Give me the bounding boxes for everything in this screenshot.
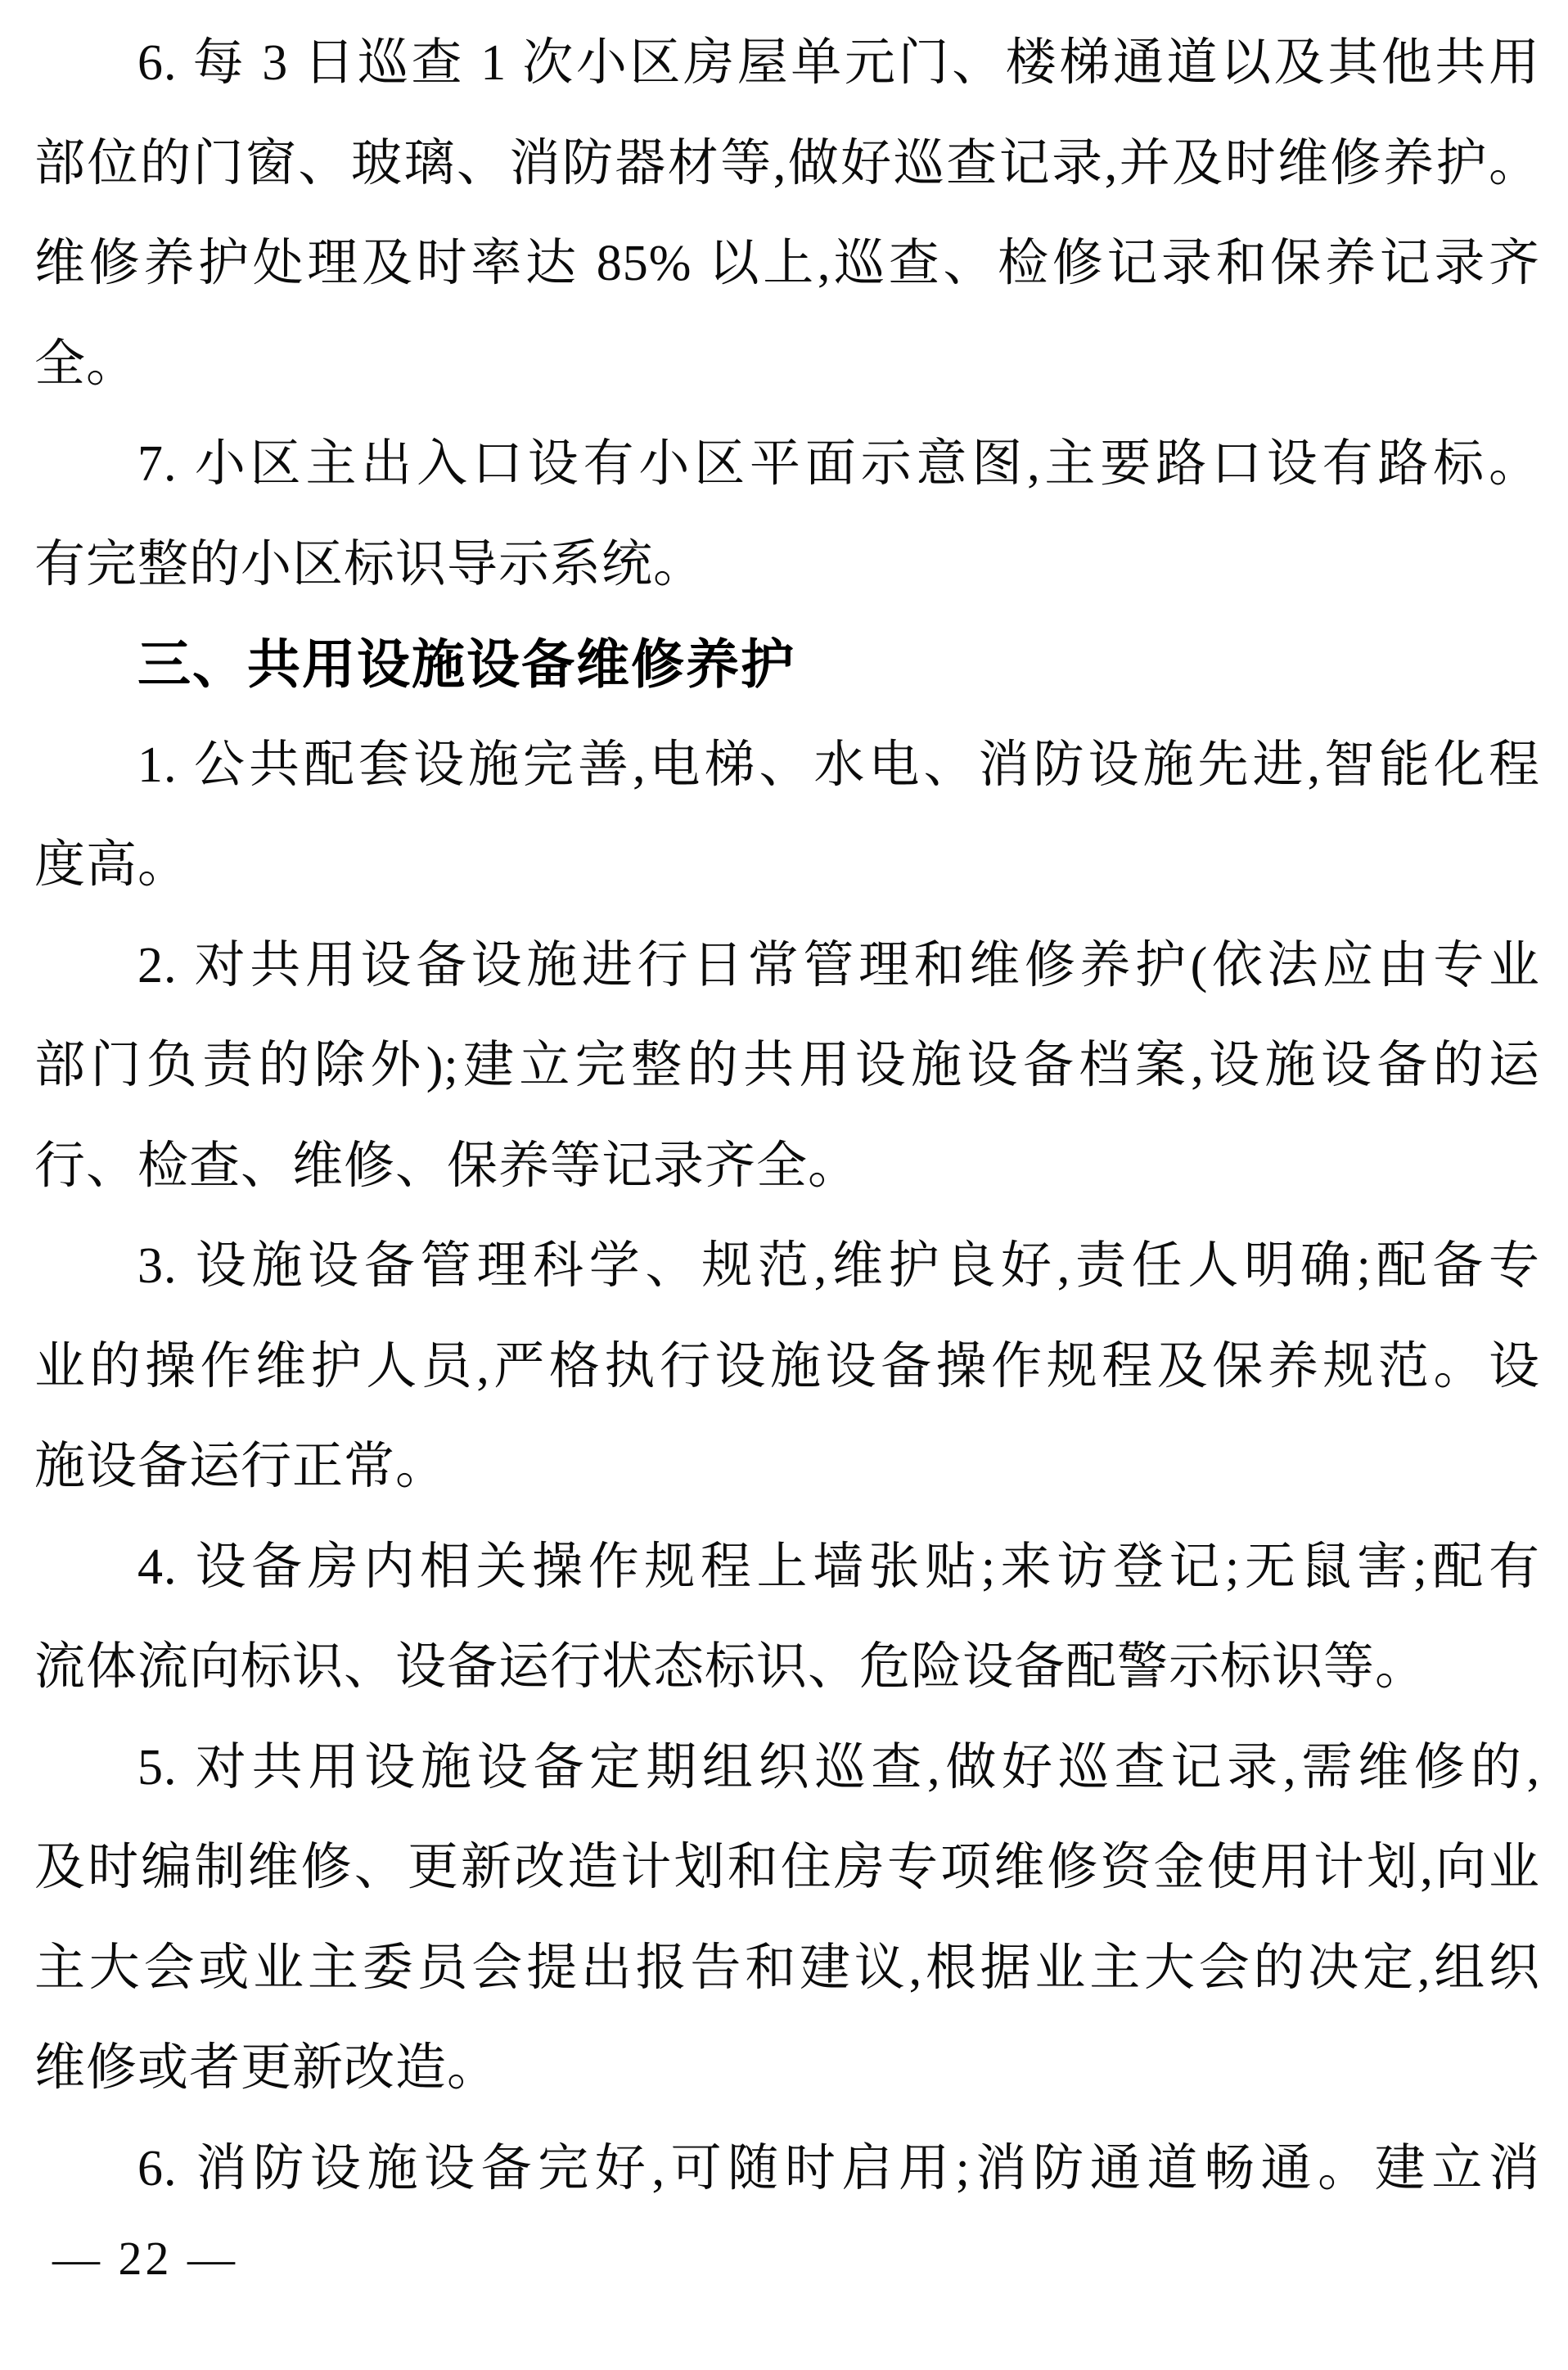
page-number: — 22 — — [52, 2232, 238, 2285]
text-line: 6. 消防设施设备完好,可随时启用;消防通道畅通。建立消 — [137, 2140, 1540, 2197]
text-line: 施设备运行正常。 — [34, 1439, 448, 1494]
text-line: 维修养护处理及时率达 85% 以上,巡查、检修记录和保养记录齐 — [34, 236, 1540, 291]
text-line: 部门负责的除外);建立完整的共用设施设备档案,设施设备的运 — [34, 1038, 1540, 1093]
text-line: 及时编制维修、更新改造计划和住房专项维修资金使用计划,向业 — [34, 1840, 1540, 1895]
text-line: 行、检查、维修、保养等记录齐全。 — [34, 1138, 860, 1194]
text-line: 6. 每 3 日巡查 1 次小区房屋单元门、楼梯通道以及其他共用 — [137, 35, 1540, 91]
document-body — [34, 13, 1540, 2219]
text-line: 流体流向标识、设备运行状态标识、危险设备配警示标识等。 — [34, 1639, 1427, 1695]
text-line: 有完整的小区标识导示系统。 — [34, 536, 705, 592]
text-line: 4. 设备房内相关操作规程上墙张贴;来访登记;无鼠害;配有 — [137, 1539, 1540, 1595]
text-line: 主大会或业主委员会提出报告和建议,根据业主大会的决定,组织 — [34, 1940, 1540, 1996]
text-line: 3. 设施设备管理科学、规范,维护良好,责任人明确;配备专 — [137, 1238, 1540, 1294]
text-line: 业的操作维护人员,严格执行设施设备操作规程及保养规范。设 — [34, 1338, 1540, 1395]
text-line: 全。 — [34, 336, 138, 392]
text-line: 7. 小区主出入口设有小区平面示意图,主要路口设有路标。 — [137, 436, 1540, 492]
text-line: 度高。 — [34, 837, 190, 893]
text-line: 1. 公共配套设施完善,电梯、水电、消防设施先进,智能化程 — [137, 737, 1540, 793]
text-line: 5. 对共用设施设备定期组织巡查,做好巡查记录,需维修的, — [137, 1739, 1540, 1796]
section-heading: 三、共用设施设备维修养护 — [137, 634, 796, 694]
text-line: 部位的门窗、玻璃、消防器材等,做好巡查记录,并及时维修养护。 — [34, 135, 1540, 191]
text-line: 维修或者更新改造。 — [34, 2040, 499, 2096]
text-line: 2. 对共用设备设施进行日常管理和维修养护(依法应由专业 — [137, 937, 1540, 994]
